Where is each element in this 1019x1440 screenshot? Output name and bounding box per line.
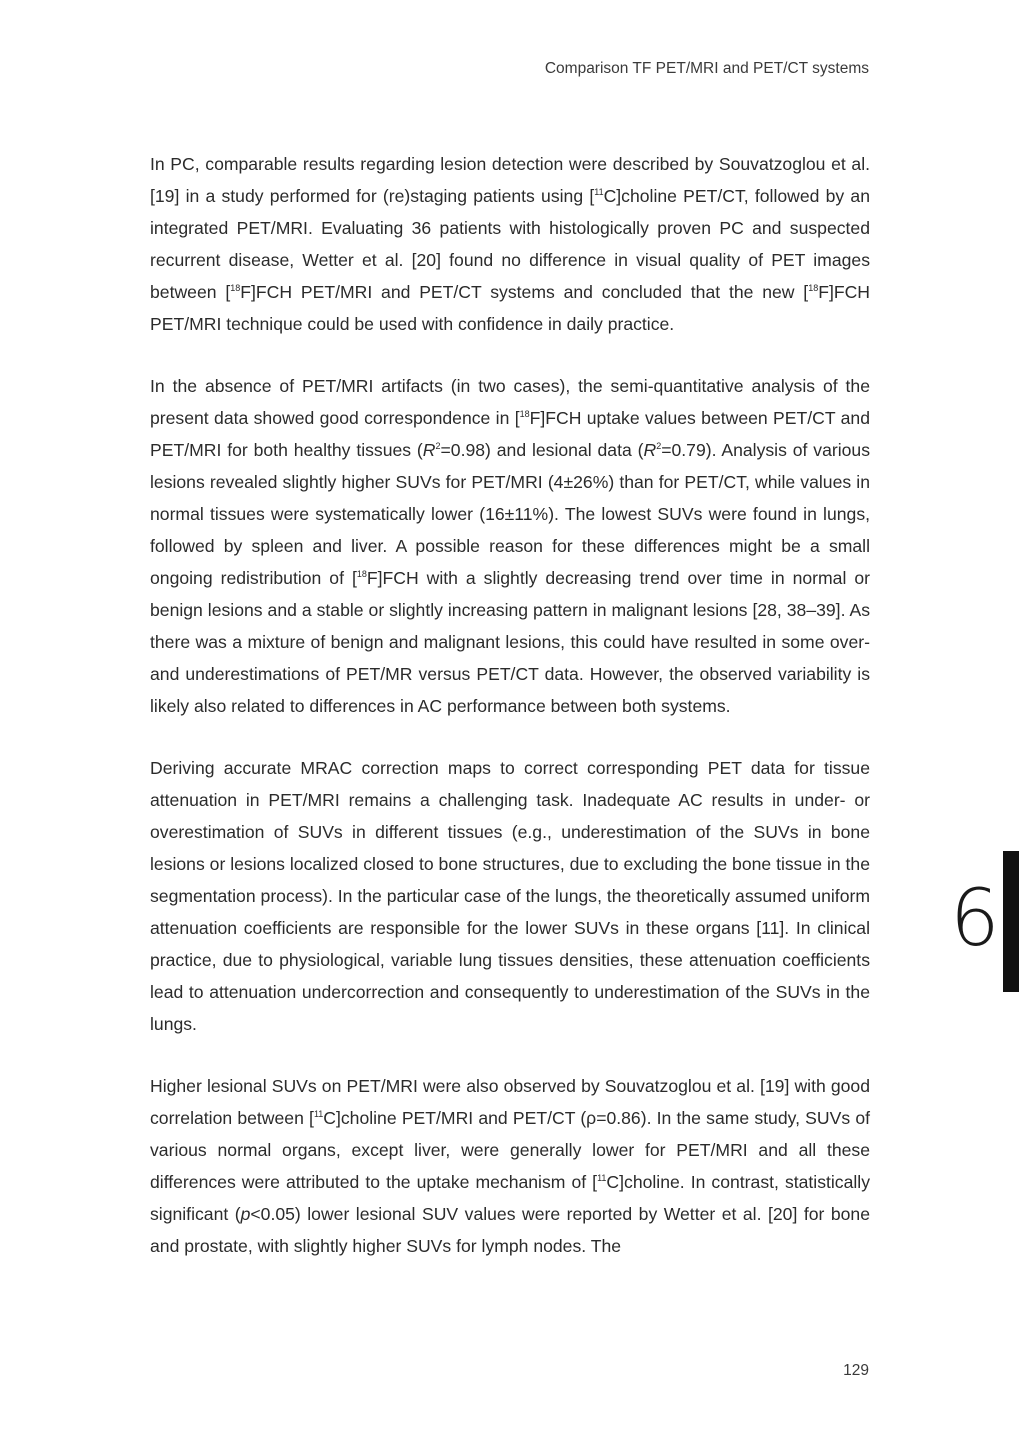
page-number: 129	[843, 1362, 869, 1379]
paragraph-3	[150, 752, 870, 1040]
isotope-superscript: 18	[356, 569, 367, 579]
text-run: C]choline PET/MRI and PET/CT (ρ=0.86). In the same study, SUVs of various normal organs, except liver, were generally lower for PET/MRI and all these differences were attributed to the uptake mechanism of [	[150, 1108, 871, 1192]
text-run: Deriving accurate MRAC correction maps to correct corresponding PET data for tissue attenuation in PET/MRI remains a challenging task. Inadequate AC results in under- or overestimation of SUVs in different tissues (e.g., underestimation of the SUVs in bone lesions or lesions localized closed to bone structures, due to excluding the bone tissue in the segmentation process). In the particular case of the lungs, the theoretically assumed uniform attenuation coefficients are responsible for the lower SUVs in these organs [11]. In clinical practice, due to physiological, variable lung tissues densities, these attenuation coefficients lead to attenuation undercorrection and consequently to underestimation of the SUVs in the lungs.	[150, 758, 870, 1034]
italic-symbol: R	[643, 440, 657, 460]
body-text	[150, 148, 870, 1292]
text-run: =0.98) and lesional data (	[440, 440, 644, 460]
isotope-superscript: 18	[808, 283, 819, 293]
text-run: F]FCH PET/MRI technique could be used with confidence in daily practice.	[150, 282, 871, 334]
isotope-superscript: 11	[597, 1173, 607, 1183]
isotope-superscript: 18	[519, 409, 530, 419]
isotope-superscript: 11	[313, 1109, 324, 1119]
italic-symbol: p	[240, 1204, 251, 1224]
text-run: Higher lesional SUVs on PET/MRI were also observed by Souvatzoglou et al. [19] with good correlation between [	[150, 1076, 870, 1128]
paragraph-4	[150, 1070, 870, 1262]
text-run: =0.79). Analysis of various lesions revealed slightly higher SUVs for PET/MRI (4±26%) than for PET/CT, while values in normal tissues were systematically lower (16±11%). The lowest SUVs were found in lungs, followed by spleen and liver. A possible reason for these differences might be a small ongoing redistribution of [	[150, 440, 871, 588]
text-run: F]FCH PET/MRI and PET/CT systems and concluded that the new [	[240, 282, 809, 302]
text-run: In PC, comparable results regarding lesion detection were described by Souvatzoglou et al. [19] in a study performed for (re)staging patients using [	[150, 154, 870, 206]
isotope-superscript: 11	[594, 187, 604, 197]
text-run: In the absence of PET/MRI artifacts (in two cases), the semi-quantitative analysis of the present data showed good correspondence in [	[150, 376, 870, 428]
isotope-superscript: 18	[230, 283, 241, 293]
text-run: C]choline PET/CT, followed by an integrated PET/MRI. Evaluating 36 patients with histologically proven PC and suspected recurrent disease, Wetter et al. [20] found no difference in visual quality of PET images between [	[150, 186, 870, 302]
chapter-number: 6	[950, 874, 1000, 964]
text-run: C]choline. In contrast, statistically significant (	[150, 1172, 870, 1224]
exponent-superscript: 2	[435, 441, 441, 451]
text-run: F]FCH with a slightly decreasing trend over time in normal or benign lesions and a stable or slightly increasing pattern in malignant lesions [28, 38–39]. As there was a mixture of benign and malignant lesions, this could have resulted in some over- and underestimations of PET/MR versus PET/CT data. However, the observed variability is likely also related to differences in AC performance between both systems.	[150, 568, 870, 716]
running-head: Comparison TF PET/MRI and PET/CT systems	[544, 60, 869, 77]
exponent-superscript: 2	[656, 441, 662, 451]
paragraph-1	[150, 148, 870, 340]
text-run: F]FCH uptake values between PET/CT and PET/MRI for both healthy tissues (	[150, 408, 870, 460]
text-run: <0.05) lower lesional SUV values were reported by Wetter et al. [20] for bone and prostate, with slightly higher SUVs for lymph nodes. The	[150, 1204, 870, 1256]
italic-symbol: R	[422, 440, 436, 460]
paragraph-2	[150, 370, 870, 722]
chapter-tab-marker	[1003, 851, 1019, 992]
